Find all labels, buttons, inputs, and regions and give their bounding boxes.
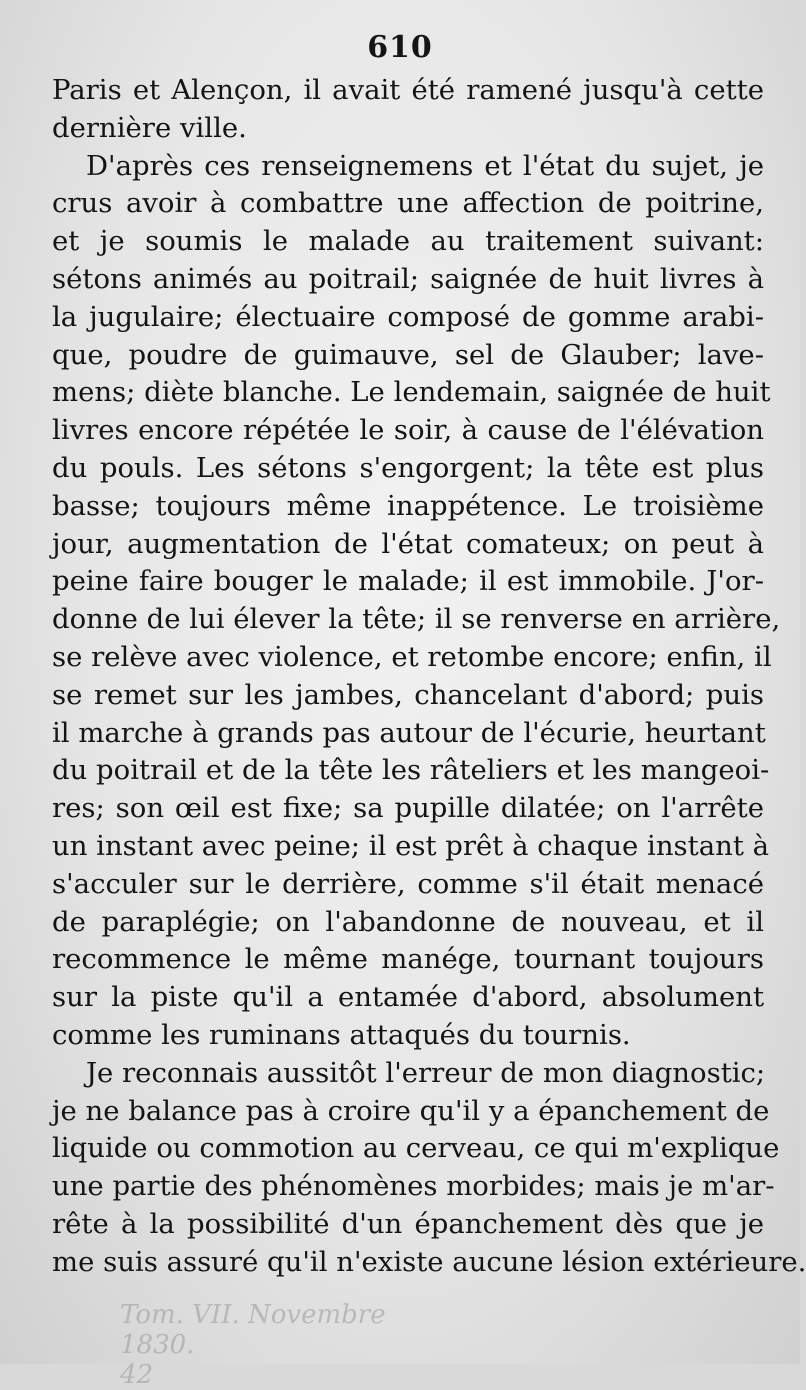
- text-line: sétons animés au poitrail; saignée de huit livres à: [52, 262, 764, 295]
- text-line: jour, augmentation de l'état comateux; on peut à: [52, 527, 764, 560]
- text-line: une partie des phénomènes morbides; mais je m'ar-: [52, 1170, 775, 1203]
- text-line: mens; diète blanche. Le lendemain, saignée de huit: [52, 376, 771, 409]
- text-line: livres encore répétée le soir, à cause de l'élévation: [52, 414, 764, 447]
- text-line: me suis assuré qu'il n'existe aucune lésion extérieure.: [52, 1245, 806, 1278]
- text-line: que, poudre de guimauve, sel de Glauber; lave-: [52, 338, 764, 371]
- text-line: je ne balance pas à croire qu'il y a épanchement de: [52, 1094, 770, 1127]
- text-line: il marche à grands pas autour de l'écurie, heurtant: [52, 716, 766, 749]
- text-line: peine faire bouger le malade; il est immobile. J'or-: [52, 565, 764, 598]
- text-line: Paris et Alençon, il avait été ramené jusqu'à cette: [52, 74, 764, 106]
- text-line: crus avoir à combattre une affection de poitrine,: [52, 187, 764, 220]
- page-number: 610: [367, 30, 433, 65]
- text-line: de paraplégie; on l'abandonne de nouveau, et il: [52, 905, 764, 938]
- bleed-through-footer: [120, 1300, 720, 1390]
- text-line: basse; toujours même inappétence. Le troisième: [52, 489, 764, 522]
- text-line: un instant avec peine; il est prêt à chaque instant à: [52, 829, 770, 862]
- text-line: liquide ou commotion au cerveau, ce qui m'explique: [52, 1132, 780, 1165]
- text-line: res; son œil est fixe; sa pupille dilatée; on l'arrête: [52, 792, 764, 825]
- text-line: comme les ruminans attaqués du tournis.: [52, 1018, 631, 1051]
- text-line: se remet sur les jambes, chancelant d'abord; puis: [52, 678, 764, 711]
- text-line: sur la piste qu'il a entamée d'abord, absolument: [52, 981, 764, 1014]
- text-line: rête à la possibilité d'un épanchement dès que je: [52, 1207, 764, 1240]
- text-line: du poitrail et de la tête les râteliers et les mangeoi-: [52, 754, 770, 787]
- text-line: Je reconnais aussitôt l'erreur de mon diagnostic;: [86, 1056, 766, 1089]
- text-line: s'acculer sur le derrière, comme s'il était menacé: [52, 867, 764, 900]
- text-line: dernière ville.: [52, 111, 247, 144]
- footer-signature: Tom. VII. Novembre 1830.: [120, 1300, 386, 1360]
- body-text: [52, 72, 806, 1282]
- text-line: et je soumis le malade au traitement suivant:: [52, 225, 764, 258]
- text-line: la jugulaire; électuaire composé de gomme arabi-: [52, 300, 764, 333]
- text-line: du pouls. Les sétons s'engorgent; la tête est plus: [52, 451, 764, 484]
- text-line: D'après ces renseignemens et l'état du sujet, je: [86, 149, 764, 182]
- text-line: donne de lui élever la tête; il se renverse en arrière,: [52, 603, 781, 636]
- footer-sheet-number: 42: [120, 1360, 154, 1390]
- text-line: se relève avec violence, et retombe encore; enfin, il: [52, 640, 772, 673]
- text-line: recommence le même manége, tournant toujours: [52, 943, 764, 976]
